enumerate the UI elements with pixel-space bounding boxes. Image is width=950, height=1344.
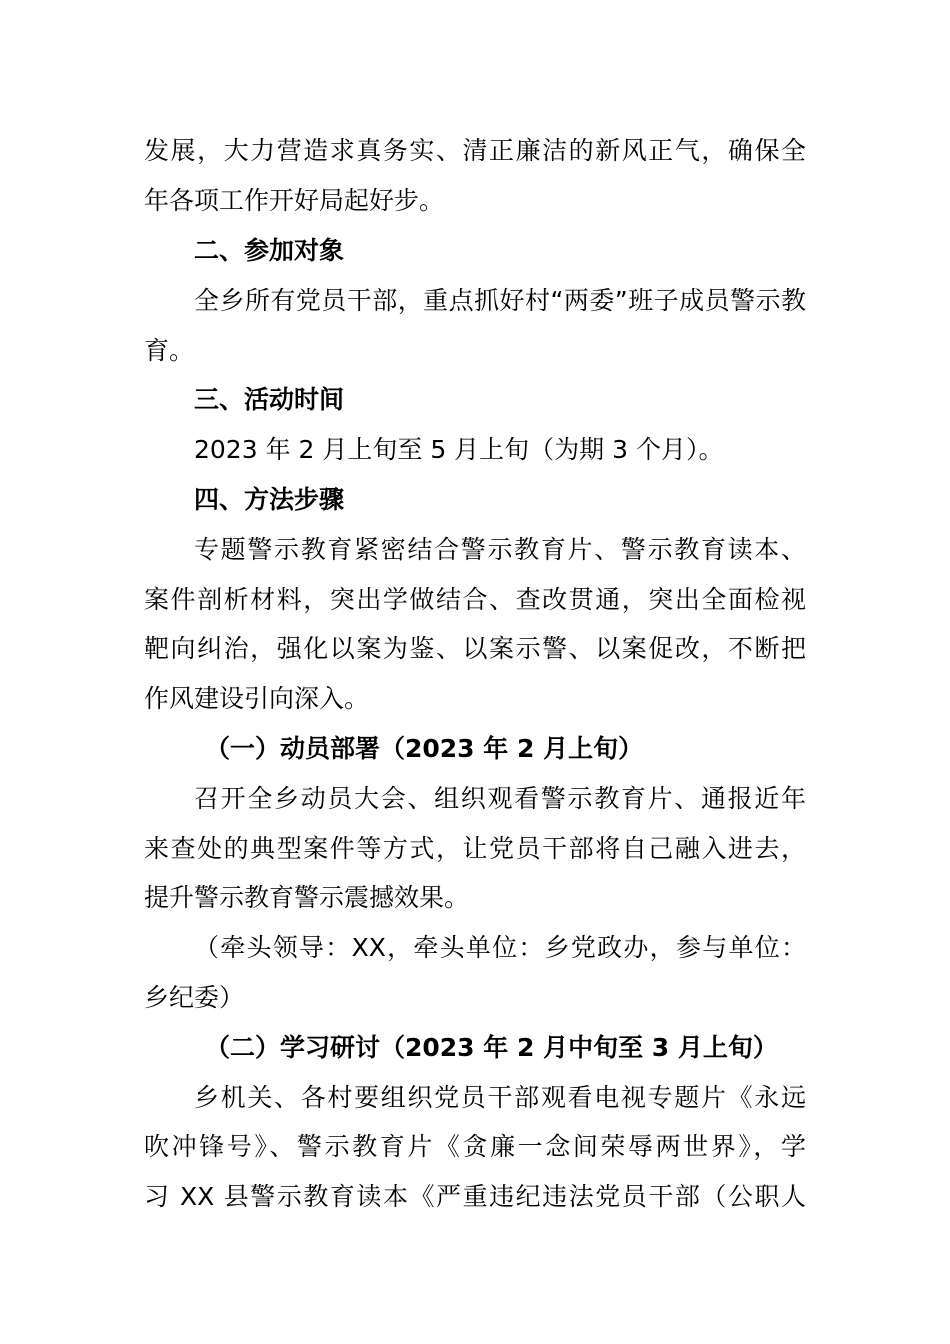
subsection-heading: （一）动员部署（2023 年 2 月上旬） [205, 734, 644, 763]
body-line: 乡机关、各村要组织党员干部观看电视专题片《永远 [194, 1083, 806, 1112]
body-line: 育。 [144, 336, 195, 365]
body-line: 提升警示教育警示震撼效果。 [144, 883, 470, 912]
body-line: 乡纪委） [144, 983, 245, 1012]
body-line: 发展，大力营造求真务实、清正廉洁的新风正气，确保全 [144, 136, 806, 165]
body-line: （牵头领导：XX，牵头单位：乡党政办，参与单位： [194, 933, 806, 962]
section-heading: 三、活动时间 [194, 385, 345, 414]
body-line: 作风建设引向深入。 [144, 684, 370, 713]
subsection-heading: （二）学习研讨（2023 年 2 月中旬至 3 月上旬） [205, 1033, 778, 1062]
body-line: 习 XX 县警示教育读本《严重违纪违法党员干部（公职人 [144, 1182, 806, 1211]
body-line: 靶向纠治，强化以案为鉴、以案示警、以案促改，不断把 [144, 634, 806, 663]
body-line: 全乡所有党员干部，重点抓好村“两委”班子成员警示教 [194, 286, 806, 315]
body-line: 吹冲锋号》、警示教育片《贪廉一念间荣辱两世界》，学 [144, 1132, 806, 1161]
body-line: 专题警示教育紧密结合警示教育片、警示教育读本、 [194, 535, 806, 564]
body-line: 案件剖析材料，突出学做结合、查改贯通，突出全面检视 [144, 585, 806, 614]
section-heading: 四、方法步骤 [194, 485, 345, 514]
section-heading: 二、参加对象 [194, 236, 345, 265]
body-line: 2023 年 2 月上旬至 5 月上旬（为期 3 个月）。 [194, 435, 724, 464]
body-line: 召开全乡动员大会、组织观看警示教育片、通报近年 [194, 784, 806, 813]
body-line: 年各项工作开好局起好步。 [144, 186, 445, 215]
body-line: 来查处的典型案件等方式，让党员干部将自己融入进去， [144, 834, 806, 863]
